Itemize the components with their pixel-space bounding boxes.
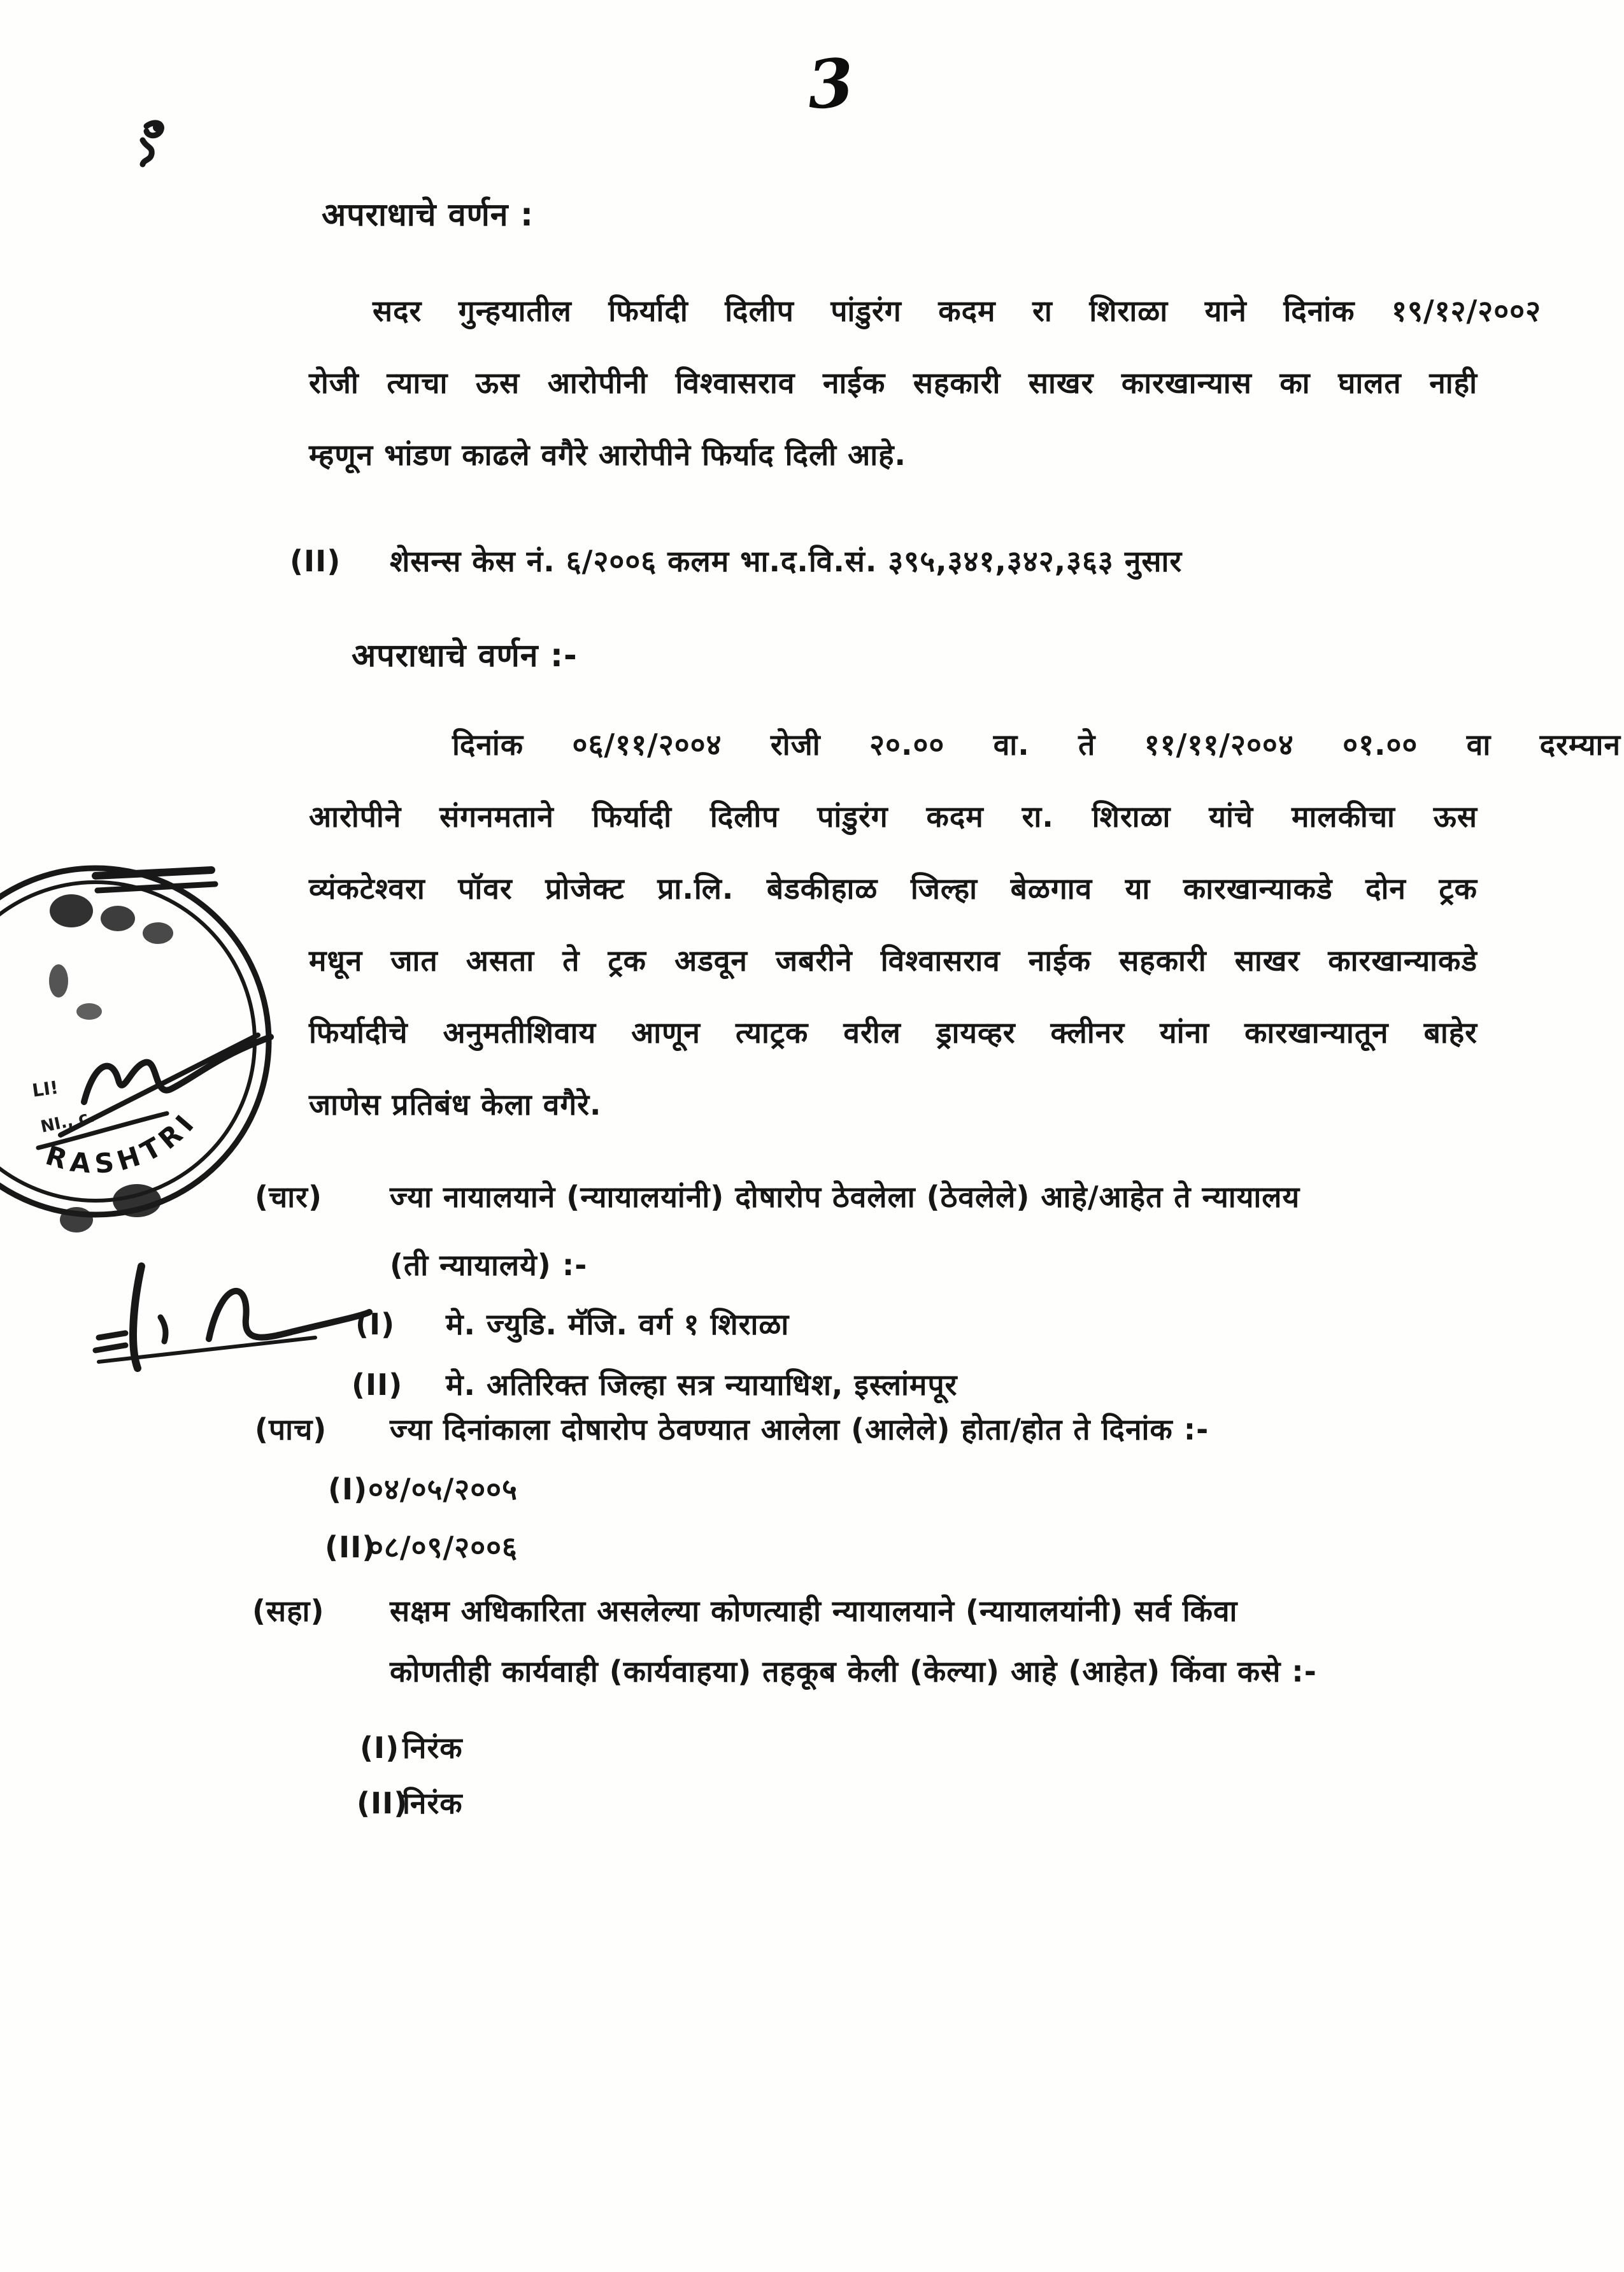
signature — [64, 1242, 401, 1395]
section-five-item-label: (II) — [325, 1530, 376, 1564]
section-four-item-text: मे. अतिरिक्त जिल्हा सत्र न्यायाधिश, इस्लांमपूर — [446, 1368, 958, 1402]
ink-smudge — [127, 115, 185, 178]
para2-line: दिनांक ०६/११/२००४ रोजी २०.०० वा. ते ११/११/२००४ ०१.०० वा दरम्यान — [452, 727, 1621, 762]
section-four-item-label: (I) — [355, 1307, 395, 1341]
section-six-label: (सहा) — [252, 1594, 325, 1628]
sessions-case-text: शेसन्स केस नं. ६/२००६ कलम भा.द.वि.सं. ३९५,३४१,३४२,३६३ नुसार — [390, 544, 1183, 578]
para1-line: म्हणून भांडण काढले वगैरे आरोपीने फिर्याद दिली आहे. — [309, 438, 907, 472]
section-five-item-text: ०४/०५/२००५ — [368, 1472, 518, 1506]
stamp-fragment: LI! — [31, 1076, 60, 1101]
section-six-item-label: (I) — [360, 1731, 400, 1765]
stamp-fragment: NI., c. — [39, 1106, 97, 1137]
section-four-label: (चार) — [255, 1180, 322, 1214]
section-four-line1: ज्या नायालयाने (न्यायालयांनी) दोषारोप ठेवलेला (ठेवलेले) आहे/आहेत ते न्यायालय — [390, 1180, 1300, 1214]
handwritten-page-number: 3 — [804, 43, 857, 125]
para2-line: जाणेस प्रतिबंध केला वगैरे. — [309, 1087, 602, 1122]
section-four-line2: (ती न्यायालये) :- — [390, 1248, 588, 1282]
section-four-item-label: (II) — [352, 1368, 403, 1402]
para1-line: रोजी त्याचा ऊस आरोपीनी विश्वासराव नाईक सहकारी साखर कारखान्यास का घालत नाही — [309, 366, 1478, 400]
section-six-item-text: निरंक — [402, 1786, 463, 1820]
section-five-label: (पाच) — [255, 1412, 327, 1447]
para2-line: मधून जात असता ते ट्रक अडवून जबरीने विश्वासराव नाईक सहकारी साखर कारखान्याकडे — [309, 943, 1478, 978]
para2-line: फिर्यादीचे अनुमतीशिवाय आणून त्याट्रक वरील ड्रायव्हर क्लीनर यांना कारखान्यातून बाहेर — [309, 1015, 1478, 1050]
section-five-item-text: ०८/०९/२००६ — [368, 1530, 518, 1564]
section-six-line1: सक्षम अधिकारिता असलेल्या कोणत्याही न्यायालयाने (न्यायालयांनी) सर्व किंवा — [390, 1594, 1238, 1628]
section-six-item-text: निरंक — [402, 1731, 463, 1765]
section-six-item-label: (II) — [357, 1786, 408, 1820]
offence-description-heading-2: अपराधाचे वर्णन :- — [352, 637, 578, 674]
para2-line: व्यंकटेश्वरा पॉवर प्रोजेक्ट प्रा.लि. बेडकीहाळ जिल्हा बेळगाव या कारखान्याकडे दोन ट्रक — [309, 871, 1478, 906]
para1-line: सदर गुन्हयातील फिर्यादी दिलीप पांडुरंग कदम रा शिराळा याने दिनांक १९/१२/२००२ — [373, 294, 1541, 328]
offence-description-heading: अपराधाचे वर्णन : — [322, 196, 534, 233]
section-four-item-text: मे. ज्युडि. मॅजि. वर्ग १ शिराळा — [446, 1307, 790, 1341]
section-six-line2: कोणतीही कार्यवाही (कार्यवाहया) तहकूब केली (केल्या) आहे (आहेत) किंवा कसे :- — [390, 1654, 1317, 1689]
para2-line: आरोपीने संगनमताने फिर्यादी दिलीप पांडुरंग कदम रा. शिराळा यांचे मालकीचा ऊस — [309, 799, 1478, 834]
stamp-arc-text: RASHTRI — [42, 1104, 204, 1180]
section-five-line1: ज्या दिनांकाला दोषारोप ठेवण्यात आलेला (आलेले) होता/होत ते दिनांक :- — [390, 1412, 1209, 1447]
sessions-case-label: (II) — [290, 544, 341, 578]
section-five-item-label: (I) — [328, 1472, 368, 1506]
